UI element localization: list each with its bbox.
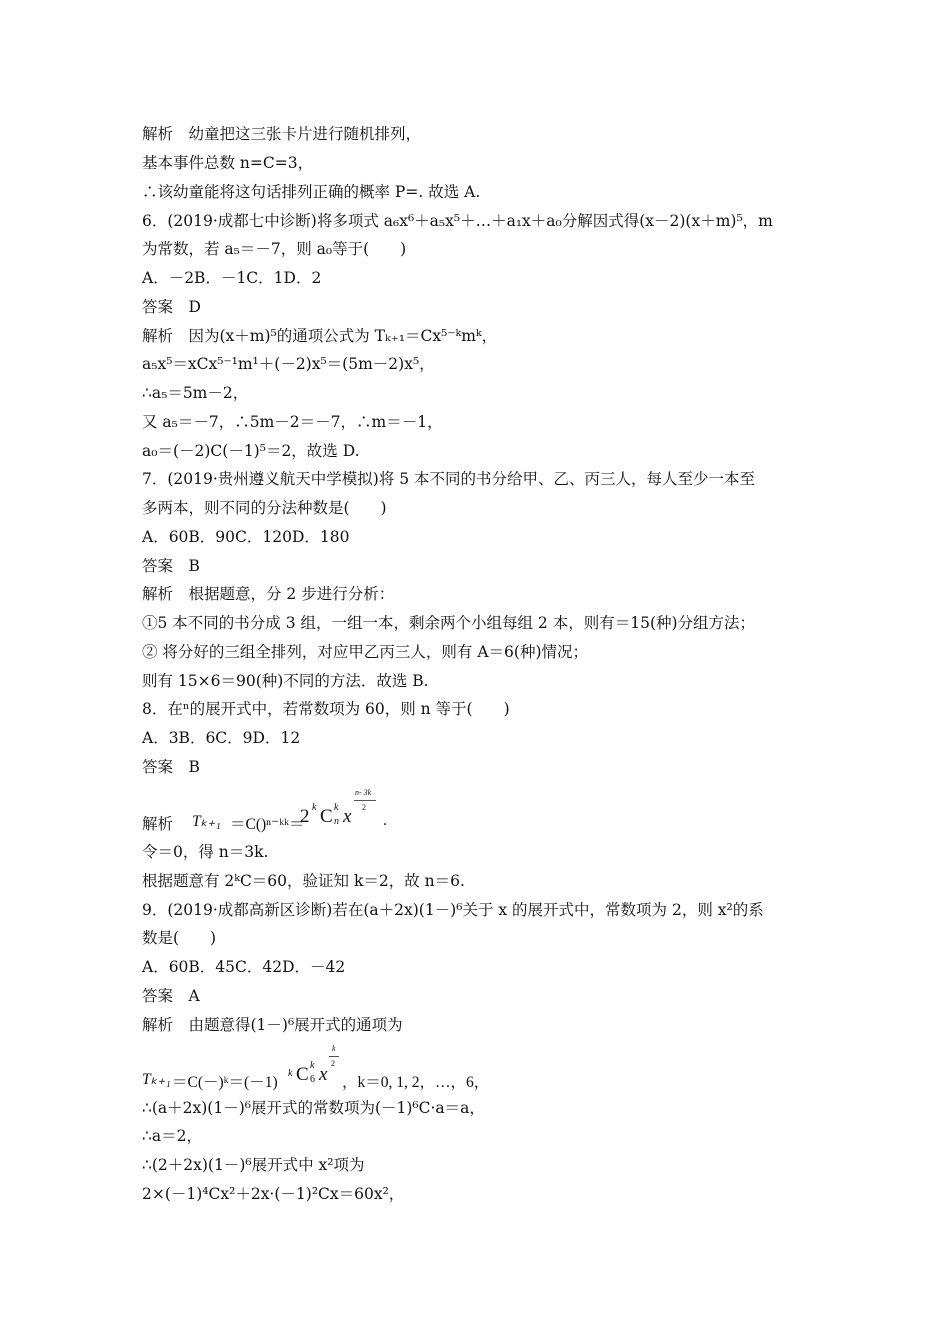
formula-x: x xyxy=(343,806,352,827)
text-line: ∴a₅＝5m－2， xyxy=(142,384,249,402)
question-7-options: A．60B．90C．120D．180 xyxy=(142,528,350,546)
formula-x: x xyxy=(319,1064,328,1085)
text-line: 令＝0，得 n＝3k. xyxy=(142,843,269,861)
formula-k: k xyxy=(288,1068,293,1079)
question-7-stem: 7．(2019·贵州遵义航天中学模拟)将 5 本不同的书分给甲、乙、丙三人，每人至少一本至 xyxy=(142,470,756,488)
formula-exponent-numerator: n- 3k xyxy=(355,788,372,797)
text-line: 解析 幼童把这三张卡片进行随机排列， xyxy=(142,125,422,143)
text-line: ∴a＝2， xyxy=(142,1127,202,1145)
question-9-formula xyxy=(142,1040,502,1090)
formula-exponent-numerator: k xyxy=(332,1044,336,1053)
text-line: ② 将分好的三组全排列，对应甲乙丙三人，则有 A＝6(种)情况； xyxy=(142,643,589,661)
question-9-options: A．60B．45C．42D．－42 xyxy=(142,958,346,976)
text-line: ①5 本不同的书分成 3 组，一组一本，剩余两个小组每组 2 本，则有＝15(种)分组方法； xyxy=(142,614,756,632)
formula-mid: ＝C()ⁿ⁻ᵏᵏ＝ xyxy=(230,816,305,833)
question-9-answer: 答案 A xyxy=(142,987,200,1005)
formula-term: Tₖ₊₁ xyxy=(142,1071,171,1088)
question-7-stem-cont: 多两本，则不同的分法种数是( ) xyxy=(142,499,387,517)
formula-k: k xyxy=(310,1060,315,1071)
formula-mid: ＝C(－)ᵏ＝(－1) xyxy=(172,1074,278,1091)
text-line: a₀＝(－2)C(－1)⁵＝2，故选 D. xyxy=(142,442,360,460)
question-6-answer: 答案 D xyxy=(142,298,201,316)
text-line: a₅x⁵＝xCx⁵⁻¹m¹＋(－2)x⁵＝(5m－2)x⁵， xyxy=(142,355,435,373)
text-line: ∴(2＋2x)(1－)⁶展开式中 x²项为 xyxy=(142,1156,365,1174)
text-line: 又 a₅＝－7，∴5m－2＝－7，∴m＝－1， xyxy=(142,413,443,431)
question-8-stem: 8．在ⁿ的展开式中，若常数项为 60，则 n 等于( ) xyxy=(142,700,510,718)
formula-two: 2 xyxy=(300,806,310,827)
question-6-stem: 6．(2019·成都七中诊断)将多项式 a₆x⁶＋a₅x⁵＋…＋a₁x＋a₀分解因式得(x－2)(x＋m)⁵，m xyxy=(142,212,773,230)
formula-c: C xyxy=(296,1064,309,1085)
formula-end: ，k＝0, 1, 2，…，6， xyxy=(342,1074,490,1091)
question-9-stem-cont: 数是( ) xyxy=(142,929,217,947)
text-line: 解析 因为(x＋m)⁵的通项公式为 Tₖ₊₁＝Cx⁵⁻ᵏmᵏ， xyxy=(142,327,498,345)
formula-end: . xyxy=(383,812,387,829)
formula-exponent-denominator: 2 xyxy=(362,803,366,812)
text-line: ∴该幼童能将这句话排列正确的概率 P=. 故选 A. xyxy=(142,183,481,201)
text-line: 解析 由题意得(1－)⁶展开式的通项为 xyxy=(142,1016,403,1034)
formula-prefix: 解析 xyxy=(142,816,189,833)
question-9-stem: 9．(2019·成都高新区诊断)若在(a＋2x)(1－)⁶关于 x 的展开式中，常数项为 2，则 x²的系 xyxy=(142,901,764,919)
text-line: 解析 根据题意，分 2 步进行分析： xyxy=(142,585,395,603)
text-line: 根据题意有 2ᵏC＝60，验证知 k＝2，故 n＝6. xyxy=(142,872,465,890)
question-6-stem-cont: 为常数，若 a₅＝－7，则 a₀等于( ) xyxy=(142,240,407,258)
question-7-answer: 答案 B xyxy=(142,557,200,575)
question-8-options: A．3B．6C．9D．12 xyxy=(142,729,301,747)
text-line: 2×(－1)⁴Cx²＋2x·(－1)²Cx＝60x²， xyxy=(142,1185,405,1203)
fraction-bar xyxy=(354,800,376,801)
formula-exponent-denominator: 2 xyxy=(331,1059,335,1068)
formula-term: Tₖ₊₁ xyxy=(192,813,221,830)
question-6-options: A．－2B．－1C．1D．2 xyxy=(142,269,322,287)
text-line: ∴(a＋2x)(1－)⁶展开式的常数项为(－1)⁶C·a＝a， xyxy=(142,1099,485,1117)
text-line: 基本事件总数 n=C=3， xyxy=(142,154,314,172)
formula-c: C xyxy=(320,806,333,827)
formula-k: k xyxy=(312,802,317,813)
formula-six: 6 xyxy=(310,1074,315,1085)
formula-k: k xyxy=(334,802,339,813)
question-8-formula xyxy=(142,784,462,834)
fraction-bar xyxy=(329,1056,339,1057)
question-8-answer: 答案 B xyxy=(142,758,200,776)
text-line: 则有 15×6＝90(种)不同的方法．故选 B. xyxy=(142,672,429,690)
formula-n: n xyxy=(334,816,339,827)
